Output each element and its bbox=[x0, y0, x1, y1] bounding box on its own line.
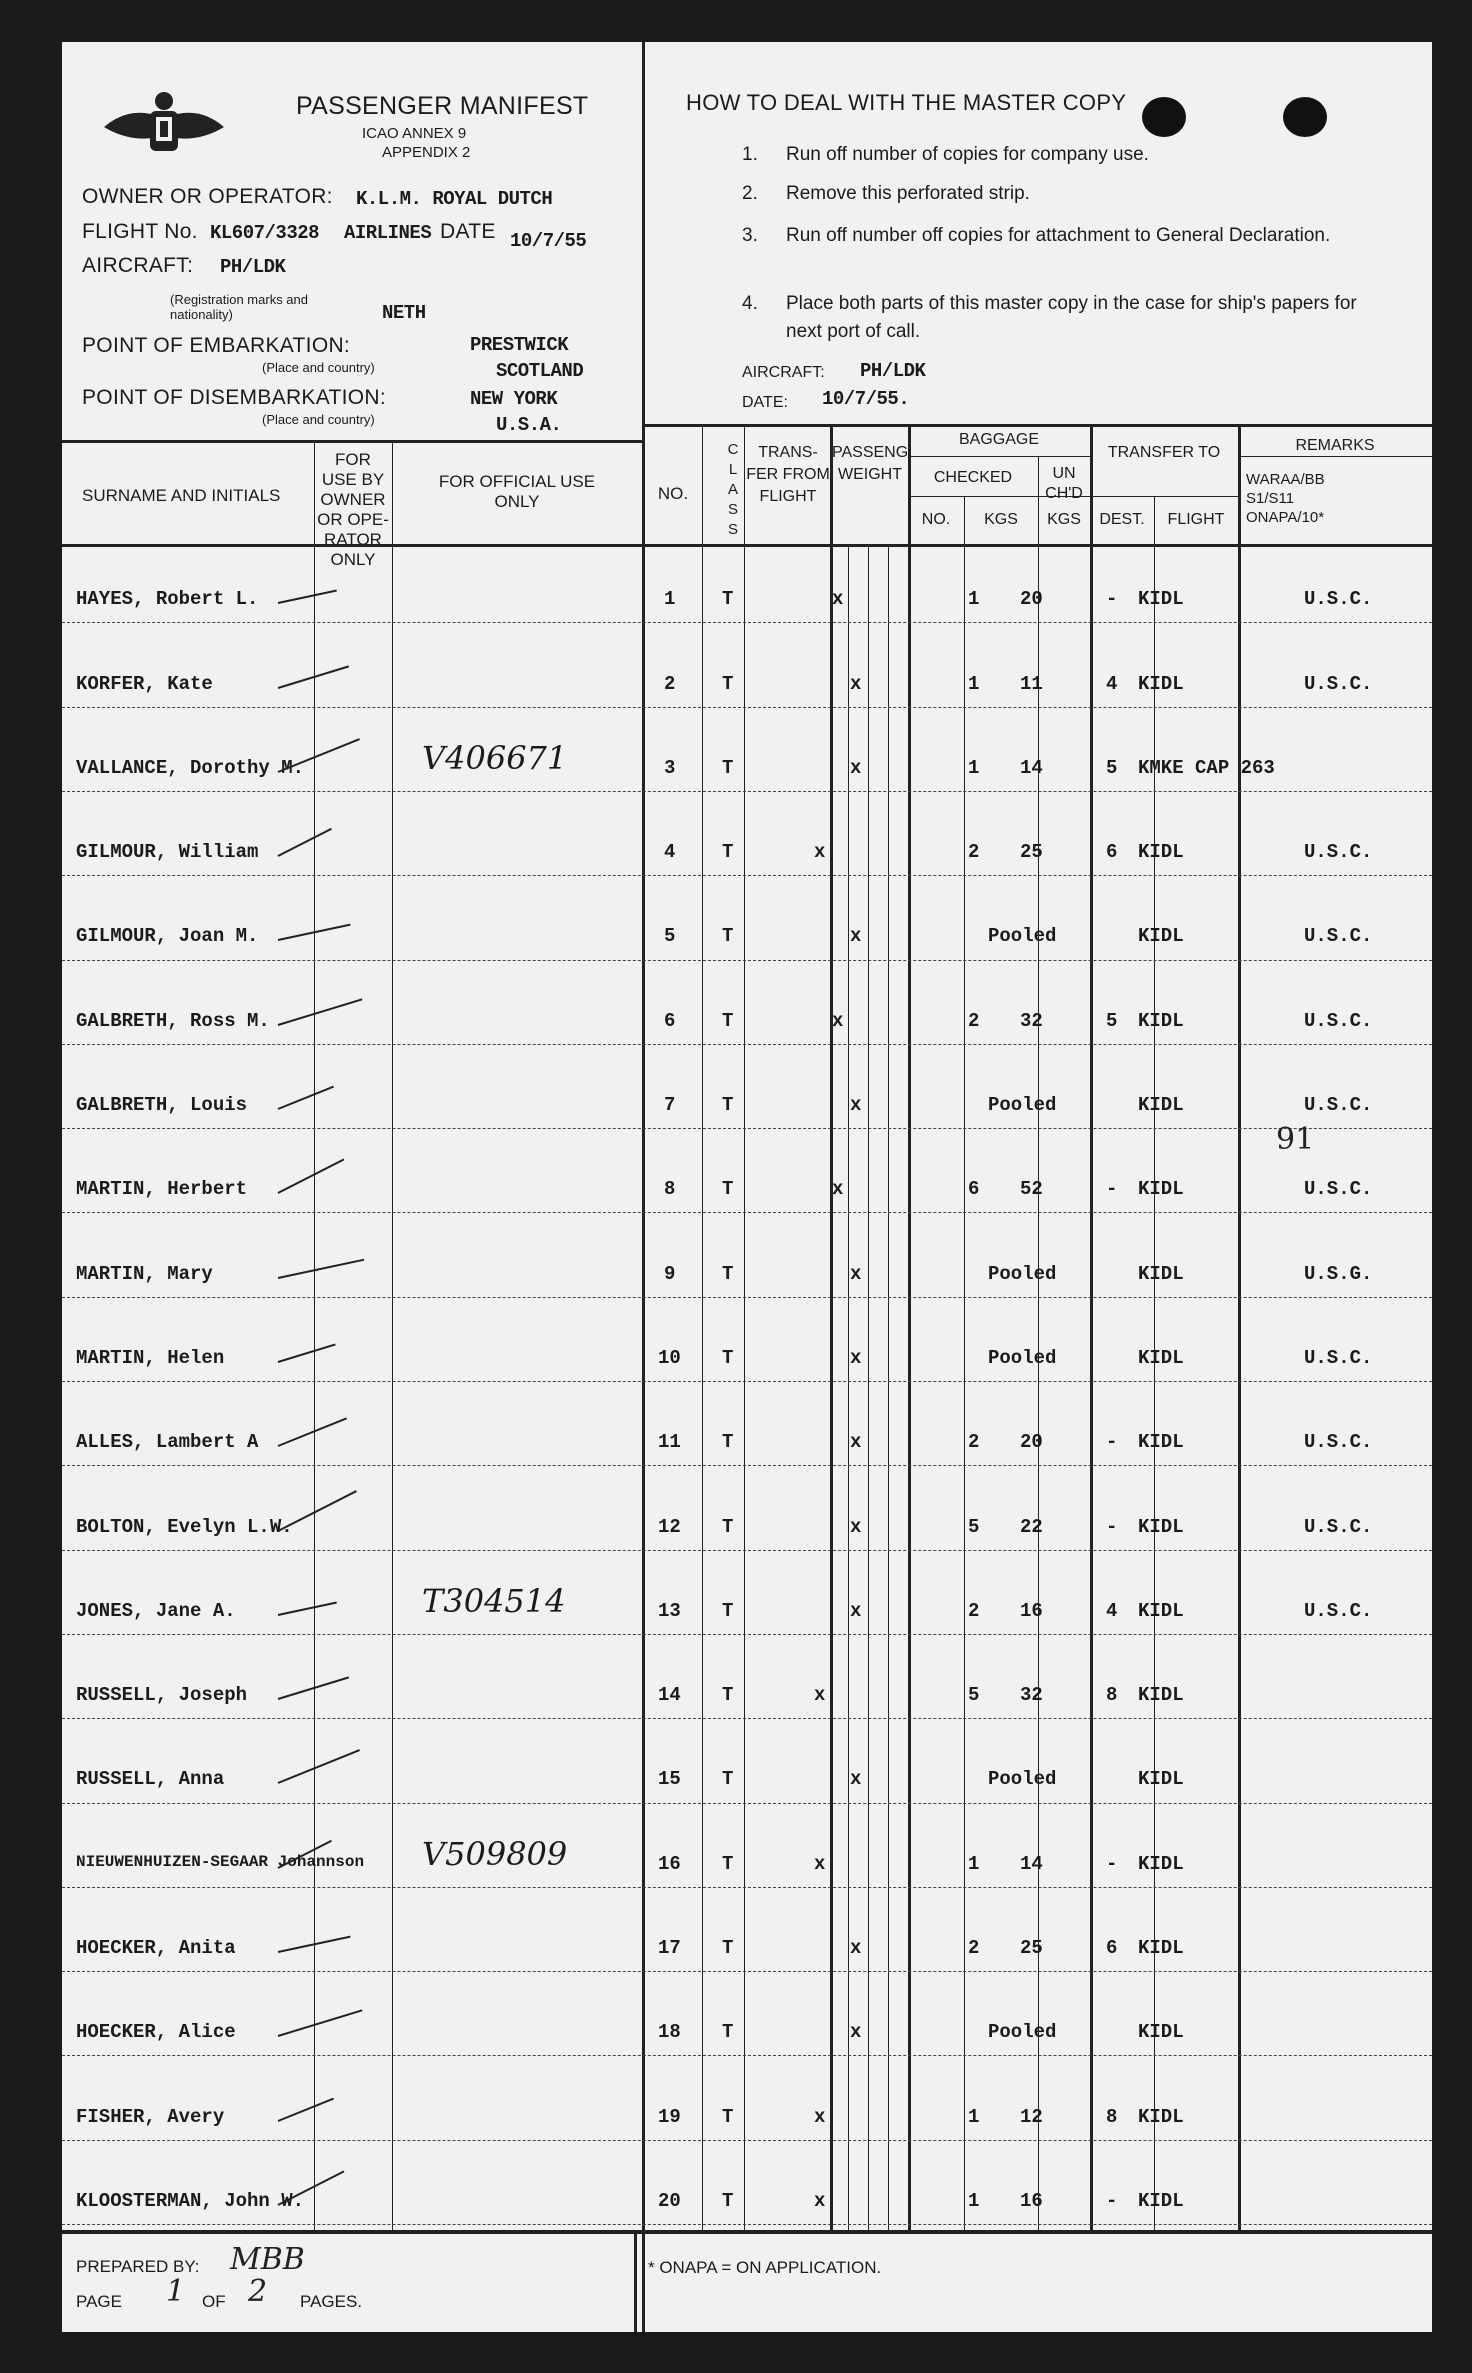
bag-count: 5 bbox=[968, 1515, 980, 1538]
tick-mark bbox=[278, 924, 351, 941]
instruction-text: Place both parts of this master copy in the case for ship's papers for next port of call. bbox=[786, 293, 1357, 342]
bag-kgs: 14 bbox=[1020, 756, 1043, 779]
table-row bbox=[62, 1303, 1432, 1387]
footer-divider bbox=[634, 2230, 637, 2332]
pass-weight-mark: x bbox=[832, 588, 844, 611]
pass-weight-mark: x bbox=[850, 1346, 862, 1369]
col-checked: CHECKED bbox=[933, 469, 1013, 486]
bag-kgs: 32 bbox=[1020, 1684, 1043, 1707]
pass-weight-mark: x bbox=[850, 1431, 862, 1454]
passenger-no: 11 bbox=[658, 1431, 681, 1454]
passenger-no: 17 bbox=[658, 1937, 681, 1960]
bag-count: 1 bbox=[968, 588, 980, 611]
page-label: PAGE bbox=[76, 2292, 122, 2311]
unchecked-kgs: - bbox=[1106, 2189, 1118, 2212]
flight-value: KL607/3328 bbox=[210, 222, 320, 244]
table-row bbox=[62, 713, 1432, 797]
dest-value: KIDL bbox=[1138, 1684, 1184, 1707]
dest-value: KIDL bbox=[1138, 2189, 1184, 2212]
pass-weight-mark: x bbox=[850, 672, 862, 695]
instr-aircraft-value: PH/LDK bbox=[860, 360, 926, 382]
class-value: T bbox=[722, 1684, 734, 1707]
passenger-name: GILMOUR, William bbox=[76, 841, 259, 864]
pass-weight-mark: x bbox=[814, 2189, 826, 2212]
col-kgs: KGS bbox=[984, 511, 1018, 528]
punch-hole bbox=[1142, 97, 1186, 137]
pass-weight-mark: x bbox=[850, 1262, 862, 1285]
tick-mark bbox=[278, 1490, 357, 1532]
bag-count: 1 bbox=[968, 2105, 980, 2128]
tick-mark bbox=[278, 2097, 334, 2121]
pass-weight-mark: x bbox=[814, 1684, 826, 1707]
remarks-value: U.S.C. bbox=[1304, 1346, 1373, 1369]
tick-mark bbox=[278, 1086, 334, 1110]
class-value: T bbox=[722, 1009, 734, 1032]
passenger-no: 2 bbox=[664, 672, 676, 695]
col-no: NO. bbox=[657, 484, 689, 503]
instruction-num: 4. bbox=[742, 293, 758, 314]
passenger-name: GALBRETH, Ross M. bbox=[76, 1009, 270, 1032]
class-value: T bbox=[722, 1178, 734, 1201]
unchecked-kgs: - bbox=[1106, 588, 1118, 611]
bag-kgs: 32 bbox=[1020, 1009, 1043, 1032]
passenger-name: BOLTON, Evelyn L.W. bbox=[76, 1515, 293, 1538]
dest-value: KIDL bbox=[1138, 1852, 1184, 1875]
tick-mark bbox=[278, 1750, 360, 1785]
instruction-text: Remove this perforated strip. bbox=[786, 183, 1030, 204]
col-pass-weight: PASSENG. WEIGHT bbox=[832, 444, 913, 483]
tick-mark bbox=[278, 2170, 345, 2205]
dest-value: KIDL bbox=[1138, 925, 1184, 948]
table-row bbox=[62, 1471, 1432, 1555]
table-row bbox=[62, 628, 1432, 712]
bag-kgs: 20 bbox=[1020, 1431, 1043, 1454]
table-row bbox=[62, 797, 1432, 881]
passenger-name: KLOOSTERMAN, John W. bbox=[76, 2189, 305, 2212]
pass-weight-mark: x bbox=[850, 1515, 862, 1538]
table-bottom-rule bbox=[62, 2230, 1432, 2234]
pass-weight-mark: x bbox=[850, 1768, 862, 1791]
passenger-no: 1 bbox=[664, 588, 676, 611]
pass-weight-mark: x bbox=[850, 756, 862, 779]
registration-note: (Registration marks and nationality) bbox=[170, 292, 308, 322]
manifest-sheet bbox=[62, 42, 1432, 2332]
class-value: T bbox=[722, 1768, 734, 1791]
prepared-label: PREPARED BY: bbox=[76, 2257, 200, 2276]
class-value: T bbox=[722, 1346, 734, 1369]
passenger-name: GALBRETH, Louis bbox=[76, 1094, 248, 1117]
remarks-value: U.S.C. bbox=[1304, 841, 1373, 864]
bag-kgs: 22 bbox=[1020, 1515, 1043, 1538]
passenger-name: MARTIN, Herbert bbox=[76, 1178, 248, 1201]
class-value: T bbox=[722, 1852, 734, 1875]
remarks-value: U.S.C. bbox=[1304, 1515, 1373, 1538]
tick-mark bbox=[278, 1343, 336, 1362]
passenger-no: 4 bbox=[664, 841, 676, 864]
tick-mark bbox=[278, 828, 332, 857]
of-value: 2 bbox=[248, 2274, 268, 2309]
passenger-no: 8 bbox=[664, 1178, 676, 1201]
passenger-no: 19 bbox=[658, 2105, 681, 2128]
bag-kgs: Pooled bbox=[988, 1768, 1057, 1791]
pass-weight-mark: x bbox=[832, 1009, 844, 1032]
tick-mark bbox=[278, 998, 363, 1026]
dest-value: KIDL bbox=[1138, 1178, 1184, 1201]
passenger-name: HAYES, Robert L. bbox=[76, 588, 259, 611]
passenger-name: NIEUWENHUIZEN-SEGAAR Johannson bbox=[76, 1852, 365, 1871]
date-label: DATE bbox=[440, 220, 496, 243]
passenger-no: 7 bbox=[664, 1094, 676, 1117]
bag-kgs: Pooled bbox=[988, 1262, 1057, 1285]
instruction-3 bbox=[742, 222, 1362, 250]
dest-value: KIDL bbox=[1138, 2021, 1184, 2044]
pass-weight-mark: x bbox=[850, 1094, 862, 1117]
place-note-disembark: (Place and country) bbox=[262, 412, 375, 427]
bag-kgs: 16 bbox=[1020, 2189, 1043, 2212]
owner-value-2: AIRLINES bbox=[344, 222, 432, 244]
owner-label: OWNER OR OPERATOR: bbox=[82, 185, 333, 208]
col-official: FOR OFFICIAL USE ONLY bbox=[438, 472, 596, 511]
class-value: T bbox=[722, 841, 734, 864]
sub-rule bbox=[1238, 456, 1432, 457]
table-row bbox=[62, 1556, 1432, 1640]
table-row bbox=[62, 544, 1432, 628]
place-note-embark: (Place and country) bbox=[262, 360, 375, 375]
table-row bbox=[62, 1809, 1432, 1893]
passenger-name: MARTIN, Helen bbox=[76, 1346, 225, 1369]
unchecked-kgs: 8 bbox=[1106, 1684, 1118, 1707]
col-baggage: BAGGAGE bbox=[958, 431, 1040, 448]
dest-value: KIDL bbox=[1138, 672, 1184, 695]
table-row bbox=[62, 1387, 1432, 1471]
bag-count: 1 bbox=[968, 2189, 980, 2212]
class-value: T bbox=[722, 588, 734, 611]
punch-hole bbox=[1283, 97, 1327, 137]
bag-kgs: Pooled bbox=[988, 925, 1057, 948]
table-row bbox=[62, 881, 1432, 965]
unchecked-kgs: 4 bbox=[1106, 672, 1118, 695]
unchecked-kgs: 5 bbox=[1106, 756, 1118, 779]
instr-aircraft-label: AIRCRAFT: bbox=[742, 364, 825, 381]
tick-mark bbox=[278, 738, 360, 773]
remarks-value: U.S.C. bbox=[1304, 1094, 1373, 1117]
table-row bbox=[62, 966, 1432, 1050]
bag-count: 2 bbox=[968, 1009, 980, 1032]
dest-value: KIDL bbox=[1138, 1515, 1184, 1538]
dest-value: KIDL bbox=[1138, 1768, 1184, 1791]
passenger-name: FISHER, Avery bbox=[76, 2105, 225, 2128]
bag-kgs: 20 bbox=[1020, 588, 1043, 611]
table-row bbox=[62, 1050, 1432, 1134]
instruction-num: 1. bbox=[742, 144, 758, 165]
col-surname: SURNAME AND INITIALS bbox=[82, 486, 281, 505]
pass-weight-mark: x bbox=[850, 2021, 862, 2044]
unchecked-kgs: - bbox=[1106, 1178, 1118, 1201]
dest-value: KMKE CAP 263 bbox=[1138, 756, 1275, 779]
passenger-no: 5 bbox=[664, 925, 676, 948]
tick-mark bbox=[278, 1159, 345, 1194]
passenger-no: 6 bbox=[664, 1009, 676, 1032]
of-label: OF bbox=[202, 2292, 226, 2311]
unchecked-kgs: 5 bbox=[1106, 1009, 1118, 1032]
dest-value: KIDL bbox=[1138, 1094, 1184, 1117]
dest-value: KIDL bbox=[1138, 2105, 1184, 2128]
official-use-value: V509809 bbox=[422, 1834, 568, 1873]
tick-mark bbox=[278, 665, 349, 689]
remarks-value: U.S.C. bbox=[1304, 1431, 1373, 1454]
instructions-title: HOW TO DEAL WITH THE MASTER COPY bbox=[686, 90, 1127, 115]
passenger-no: 14 bbox=[658, 1684, 681, 1707]
appendix: APPENDIX 2 bbox=[382, 144, 471, 161]
dest-value: KIDL bbox=[1138, 841, 1184, 864]
date-value: 10/7/55 bbox=[510, 230, 587, 252]
passenger-no: 3 bbox=[664, 756, 676, 779]
bag-kgs: Pooled bbox=[988, 1346, 1057, 1369]
onapa-note: * ONAPA = ON APPLICATION. bbox=[648, 2258, 882, 2277]
embark-label: POINT OF EMBARKATION: bbox=[82, 334, 351, 357]
passenger-name: GILMOUR, Joan M. bbox=[76, 925, 259, 948]
pass-weight-mark: x bbox=[850, 1937, 862, 1960]
class-value: T bbox=[722, 2189, 734, 2212]
bag-kgs: 52 bbox=[1020, 1178, 1043, 1201]
passenger-no: 12 bbox=[658, 1515, 681, 1538]
unchecked-kgs: 6 bbox=[1106, 1937, 1118, 1960]
class-value: T bbox=[722, 1431, 734, 1454]
disembark-value-2: U.S.A. bbox=[496, 414, 562, 436]
flight-label: FLIGHT No. bbox=[82, 220, 198, 243]
table-row bbox=[62, 1640, 1432, 1724]
passenger-name: KORFER, Kate bbox=[76, 672, 213, 695]
aircraft-label: AIRCRAFT: bbox=[82, 254, 194, 277]
remarks-value: U.S.C. bbox=[1304, 1599, 1373, 1622]
klm-crown-logo-icon bbox=[100, 87, 228, 167]
unchecked-kgs: 8 bbox=[1106, 2105, 1118, 2128]
passenger-name: HOECKER, Anita bbox=[76, 1937, 236, 1960]
bag-kgs: 12 bbox=[1020, 2105, 1043, 2128]
passenger-no: 15 bbox=[658, 1768, 681, 1791]
passenger-rows bbox=[62, 544, 1432, 2230]
disembark-label: POINT OF DISEMBARKATION: bbox=[82, 386, 386, 409]
class-value: T bbox=[722, 1094, 734, 1117]
table-row bbox=[62, 1724, 1432, 1808]
col-flight: FLIGHT bbox=[1167, 511, 1225, 528]
unchecked-kgs: 6 bbox=[1106, 841, 1118, 864]
passenger-name: JONES, Jane A. bbox=[76, 1599, 236, 1622]
instruction-num: 2. bbox=[742, 183, 758, 204]
pages-label: PAGES. bbox=[300, 2292, 363, 2311]
dest-value: KIDL bbox=[1138, 1009, 1184, 1032]
tick-mark bbox=[278, 2010, 363, 2038]
instruction-2 bbox=[742, 183, 1382, 205]
margin-note: 91 bbox=[1276, 1122, 1315, 1157]
sub-rule bbox=[908, 456, 1090, 457]
instruction-text: Run off number of copies for company use. bbox=[786, 144, 1149, 165]
pass-weight-mark: x bbox=[832, 1178, 844, 1201]
official-use-value: V406671 bbox=[422, 738, 568, 777]
tick-mark bbox=[278, 1601, 337, 1615]
disembark-value: NEW YORK bbox=[470, 388, 558, 410]
col-transfer-from: TRANS-FER FROM FLIGHT bbox=[746, 444, 830, 505]
pass-weight-mark: x bbox=[814, 1852, 826, 1875]
class-value: T bbox=[722, 672, 734, 695]
pass-weight-mark: x bbox=[814, 2105, 826, 2128]
col-unchd: UN CH'D bbox=[1045, 465, 1083, 502]
passenger-name: VALLANCE, Dorothy M. bbox=[76, 756, 305, 779]
unchecked-kgs: 4 bbox=[1106, 1599, 1118, 1622]
remarks-value: U.S.C. bbox=[1304, 925, 1373, 948]
embark-value-2: SCOTLAND bbox=[496, 360, 584, 382]
table-row bbox=[62, 1134, 1432, 1218]
col-transfer-to: TRANSFER TO bbox=[1107, 444, 1221, 461]
unchecked-kgs: - bbox=[1106, 1852, 1118, 1875]
bag-count: 2 bbox=[968, 841, 980, 864]
table-row bbox=[62, 1218, 1432, 1302]
class-value: T bbox=[722, 1515, 734, 1538]
passenger-name: HOECKER, Alice bbox=[76, 2021, 236, 2044]
class-value: T bbox=[722, 2021, 734, 2044]
embark-value: PRESTWICK bbox=[470, 334, 569, 356]
pass-weight-mark: x bbox=[850, 925, 862, 948]
tick-mark bbox=[278, 1936, 351, 1953]
class-value: T bbox=[722, 1262, 734, 1285]
dest-value: KIDL bbox=[1138, 1937, 1184, 1960]
bag-count: 6 bbox=[968, 1178, 980, 1201]
dest-value: KIDL bbox=[1138, 1599, 1184, 1622]
passenger-no: 10 bbox=[658, 1346, 681, 1369]
col-dest: DEST. bbox=[1099, 511, 1145, 528]
passenger-no: 13 bbox=[658, 1599, 681, 1622]
passenger-no: 18 bbox=[658, 2021, 681, 2044]
col-owner-use: FOR USE BY OWNER OR OPE-RATOR ONLY bbox=[317, 450, 389, 569]
bag-count: 2 bbox=[968, 1599, 980, 1622]
tick-mark bbox=[278, 1258, 364, 1278]
owner-value: K.L.M. ROYAL DUTCH bbox=[356, 188, 553, 210]
form-title: PASSENGER MANIFEST bbox=[296, 92, 589, 120]
official-use-value: T304514 bbox=[422, 1581, 566, 1620]
passenger-no: 20 bbox=[658, 2189, 681, 2212]
aircraft-value: PH/LDK bbox=[220, 256, 286, 278]
class-value: T bbox=[722, 925, 734, 948]
col-bag-no: NO. bbox=[921, 511, 951, 528]
pass-weight-mark: x bbox=[814, 841, 826, 864]
remarks-value: U.S.C. bbox=[1304, 1178, 1373, 1201]
passenger-no: 9 bbox=[664, 1262, 676, 1285]
remarks-value: U.S.G. bbox=[1304, 1262, 1373, 1285]
table-row bbox=[62, 1893, 1432, 1977]
passenger-no: 16 bbox=[658, 1852, 681, 1875]
dest-value: KIDL bbox=[1138, 1431, 1184, 1454]
class-value: T bbox=[722, 1937, 734, 1960]
icao-annex: ICAO ANNEX 9 bbox=[362, 125, 467, 142]
remarks-value: U.S.C. bbox=[1304, 588, 1373, 611]
bag-kgs: Pooled bbox=[988, 2021, 1057, 2044]
class-value: T bbox=[722, 2105, 734, 2128]
pass-weight-mark: x bbox=[850, 1599, 862, 1622]
class-value: T bbox=[722, 756, 734, 779]
unchecked-kgs: - bbox=[1106, 1431, 1118, 1454]
passenger-name: RUSSELL, Joseph bbox=[76, 1684, 248, 1707]
bag-kgs: 16 bbox=[1020, 1599, 1043, 1622]
col-kgs-unchd: KGS bbox=[1047, 511, 1081, 528]
tick-mark bbox=[278, 1677, 349, 1701]
instruction-4 bbox=[742, 290, 1362, 346]
bag-count: 1 bbox=[968, 756, 980, 779]
dest-value: KIDL bbox=[1138, 1346, 1184, 1369]
page-value: 1 bbox=[166, 2274, 186, 2309]
bag-count: 2 bbox=[968, 1937, 980, 1960]
tick-mark bbox=[278, 590, 337, 604]
table-row bbox=[62, 2061, 1432, 2145]
bag-count: 1 bbox=[968, 1852, 980, 1875]
nationality-value: NETH bbox=[382, 302, 426, 324]
passenger-name: RUSSELL, Anna bbox=[76, 1768, 225, 1791]
instruction-num: 3. bbox=[742, 225, 758, 246]
remarks-value: U.S.C. bbox=[1304, 1009, 1373, 1032]
passenger-name: MARTIN, Mary bbox=[76, 1262, 213, 1285]
col-class: CLASS bbox=[727, 441, 739, 538]
bag-kgs: 25 bbox=[1020, 841, 1043, 864]
bag-count: 2 bbox=[968, 1431, 980, 1454]
remarks-value: U.S.C. bbox=[1304, 672, 1373, 695]
instr-date-label: DATE: bbox=[742, 394, 788, 411]
prepared-value: MBB bbox=[230, 2242, 305, 2277]
passenger-name: ALLES, Lambert A bbox=[76, 1431, 259, 1454]
bag-kgs: 14 bbox=[1020, 1852, 1043, 1875]
dest-value: KIDL bbox=[1138, 1262, 1184, 1285]
table-row bbox=[62, 1977, 1432, 2061]
instr-date-value: 10/7/55. bbox=[822, 388, 910, 410]
bag-kgs: 11 bbox=[1020, 672, 1043, 695]
bag-kgs: Pooled bbox=[988, 1094, 1057, 1117]
tick-mark bbox=[278, 1418, 347, 1448]
instruction-1 bbox=[742, 144, 1382, 166]
bag-kgs: 25 bbox=[1020, 1937, 1043, 1960]
sub-rule bbox=[1090, 496, 1238, 497]
table-row bbox=[62, 2146, 1432, 2230]
bag-count: 5 bbox=[968, 1684, 980, 1707]
col-remarks-note: WARAA/BB S1/S11 ONAPA/10* bbox=[1246, 471, 1325, 526]
bag-count: 1 bbox=[968, 672, 980, 695]
dest-value: KIDL bbox=[1138, 588, 1184, 611]
instruction-text: Run off number off copies for attachment to General Declaration. bbox=[786, 225, 1331, 246]
class-value: T bbox=[722, 1599, 734, 1622]
col-remarks: REMARKS bbox=[1295, 437, 1375, 454]
unchecked-kgs: - bbox=[1106, 1515, 1118, 1538]
